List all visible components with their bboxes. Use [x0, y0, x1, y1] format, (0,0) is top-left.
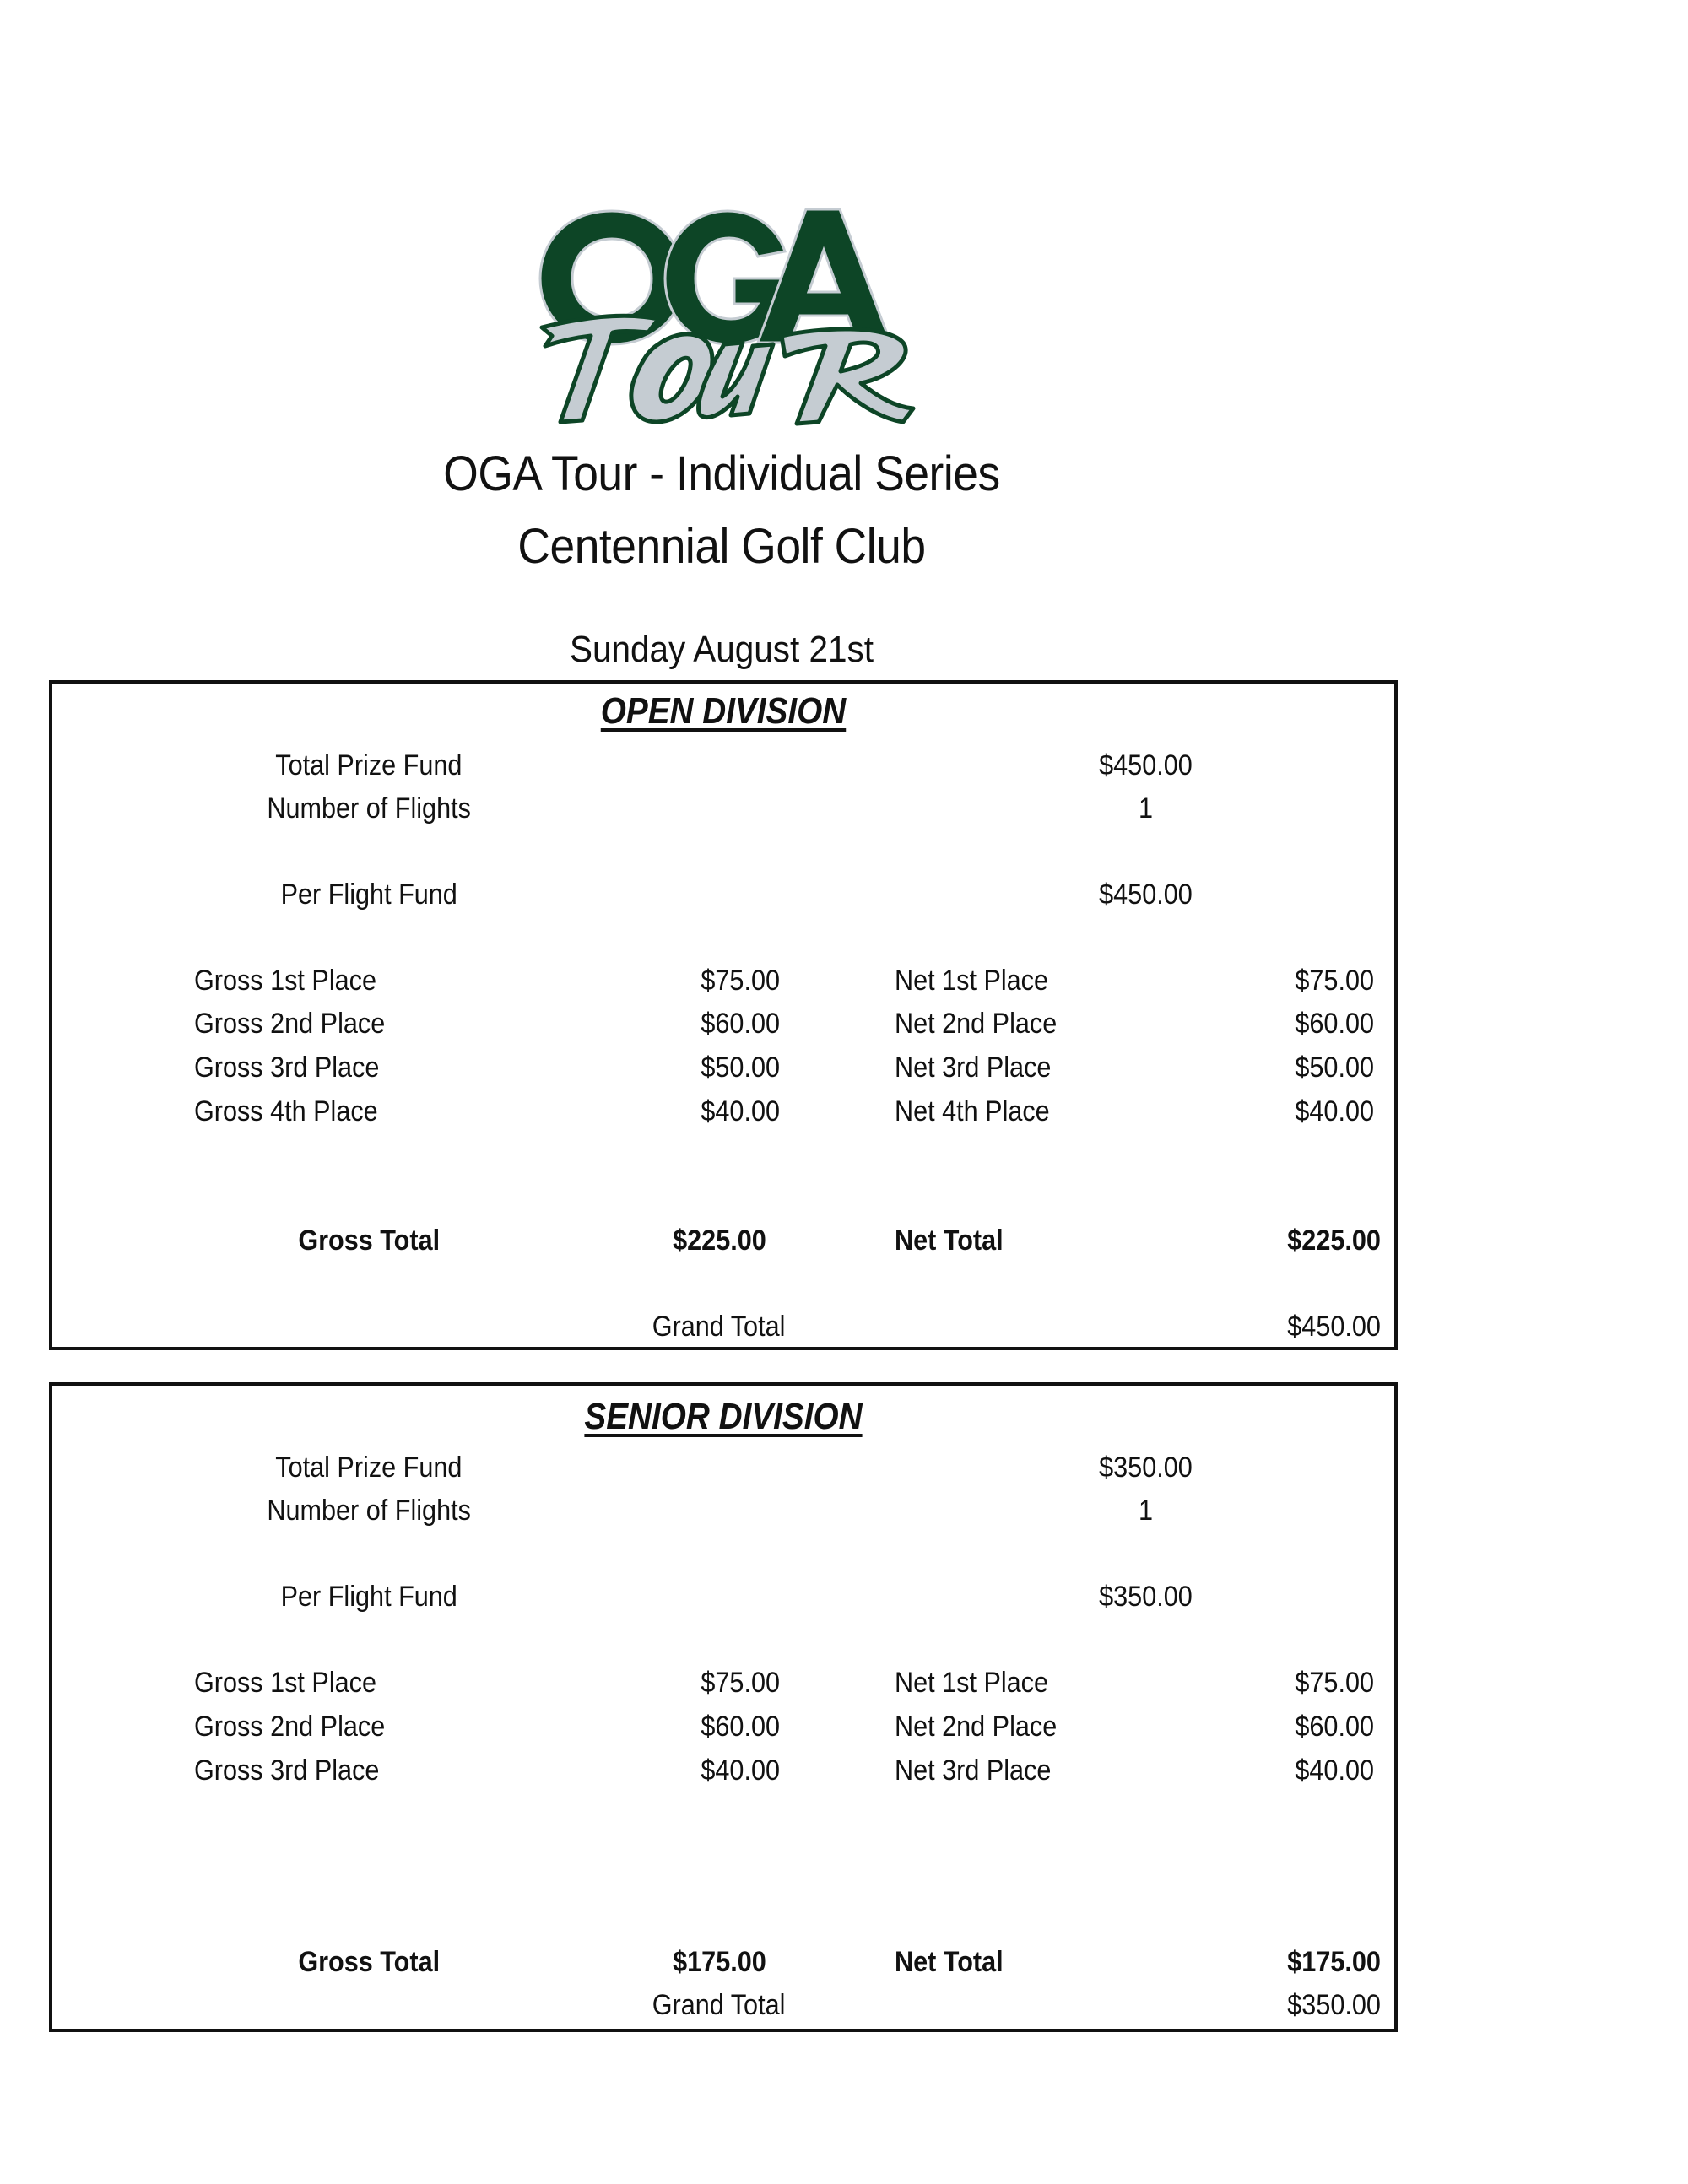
net-place-label: Net 2nd Place [895, 1711, 1058, 1743]
grand-total-label: Grand Total [652, 1311, 786, 1343]
place-row [52, 1664, 1394, 1701]
senior-division-heading: SENIOR DIVISION [584, 1396, 863, 1437]
totals-row [52, 1222, 1394, 1259]
gross-place-value: $40.00 [701, 1754, 780, 1787]
per-flight-fund-row [52, 876, 1394, 913]
net-total-label: Net Total [895, 1946, 1004, 1978]
grand-total-value: $350.00 [1287, 1989, 1381, 2021]
per-flight-fund-label: Per Flight Fund [280, 878, 457, 911]
per-flight-fund-row [52, 1578, 1394, 1615]
gross-total-label: Gross Total [298, 1946, 440, 1978]
gross-place-label: Gross 4th Place [194, 1095, 378, 1127]
gross-total-value: $175.00 [672, 1946, 766, 1978]
total-prize-fund-row [52, 747, 1394, 784]
number-of-flights-value: 1 [1138, 1495, 1153, 1527]
gross-place-value: $75.00 [701, 965, 780, 997]
place-row [52, 1093, 1394, 1130]
per-flight-fund-value: $450.00 [1098, 878, 1193, 911]
total-prize-fund-label: Total Prize Fund [275, 1451, 463, 1484]
grand-total-row [52, 1308, 1394, 1345]
gross-place-label: Gross 3rd Place [194, 1051, 380, 1084]
oga-tour-logo-graphic [532, 201, 920, 437]
net-place-value: $75.00 [1295, 1667, 1374, 1699]
gross-place-value: $50.00 [701, 1051, 780, 1084]
net-place-value: $60.00 [1295, 1008, 1374, 1040]
gross-total-value: $225.00 [672, 1224, 766, 1257]
net-place-value: $60.00 [1295, 1711, 1374, 1743]
event-date: Sunday August 21st [569, 629, 874, 670]
net-place-label: Net 4th Place [895, 1095, 1050, 1127]
net-place-value: $50.00 [1295, 1051, 1374, 1084]
number-of-flights-label: Number of Flights [267, 792, 471, 824]
document-title: OGA Tour - Individual Series [443, 446, 1000, 501]
gross-place-value: $75.00 [701, 1667, 780, 1699]
oga-tour-logo [532, 201, 920, 437]
grand-total-value: $450.00 [1287, 1311, 1381, 1343]
place-row [52, 962, 1394, 999]
gross-place-value: $40.00 [701, 1095, 780, 1127]
total-prize-fund-value: $350.00 [1098, 1451, 1193, 1484]
number-of-flights-row [52, 790, 1394, 827]
net-place-label: Net 3rd Place [895, 1051, 1052, 1084]
gross-place-label: Gross 2nd Place [194, 1711, 386, 1743]
gross-place-label: Gross 2nd Place [194, 1008, 386, 1040]
net-total-value: $225.00 [1287, 1224, 1381, 1257]
net-place-label: Net 1st Place [895, 965, 1048, 997]
net-total-value: $175.00 [1287, 1946, 1381, 1978]
total-prize-fund-row [52, 1449, 1394, 1486]
place-row [52, 1049, 1394, 1086]
total-prize-fund-value: $450.00 [1098, 749, 1193, 781]
per-flight-fund-value: $350.00 [1098, 1581, 1193, 1613]
place-row [52, 1005, 1394, 1042]
number-of-flights-value: 1 [1138, 792, 1153, 824]
gross-place-label: Gross 3rd Place [194, 1754, 380, 1787]
place-row [52, 1752, 1394, 1789]
net-place-label: Net 2nd Place [895, 1008, 1058, 1040]
senior-division-panel [49, 1382, 1398, 2032]
gross-place-value: $60.00 [701, 1008, 780, 1040]
venue-name: Centennial Golf Club [517, 519, 926, 574]
net-place-label: Net 3rd Place [895, 1754, 1052, 1787]
open-division-heading: OPEN DIVISION [600, 690, 847, 732]
totals-row [52, 1943, 1394, 1981]
total-prize-fund-label: Total Prize Fund [275, 749, 463, 781]
gross-total-label: Gross Total [298, 1224, 440, 1257]
gross-place-label: Gross 1st Place [194, 1667, 376, 1699]
gross-place-value: $60.00 [701, 1711, 780, 1743]
grand-total-row [52, 1987, 1394, 2024]
open-division-panel [49, 680, 1398, 1350]
net-place-value: $40.00 [1295, 1754, 1374, 1787]
net-total-label: Net Total [895, 1224, 1004, 1257]
place-row [52, 1708, 1394, 1745]
gross-place-label: Gross 1st Place [194, 965, 376, 997]
net-place-value: $40.00 [1295, 1095, 1374, 1127]
grand-total-label: Grand Total [652, 1989, 786, 2021]
per-flight-fund-label: Per Flight Fund [280, 1581, 457, 1613]
net-place-value: $75.00 [1295, 965, 1374, 997]
number-of-flights-label: Number of Flights [267, 1495, 471, 1527]
number-of-flights-row [52, 1492, 1394, 1529]
net-place-label: Net 1st Place [895, 1667, 1048, 1699]
